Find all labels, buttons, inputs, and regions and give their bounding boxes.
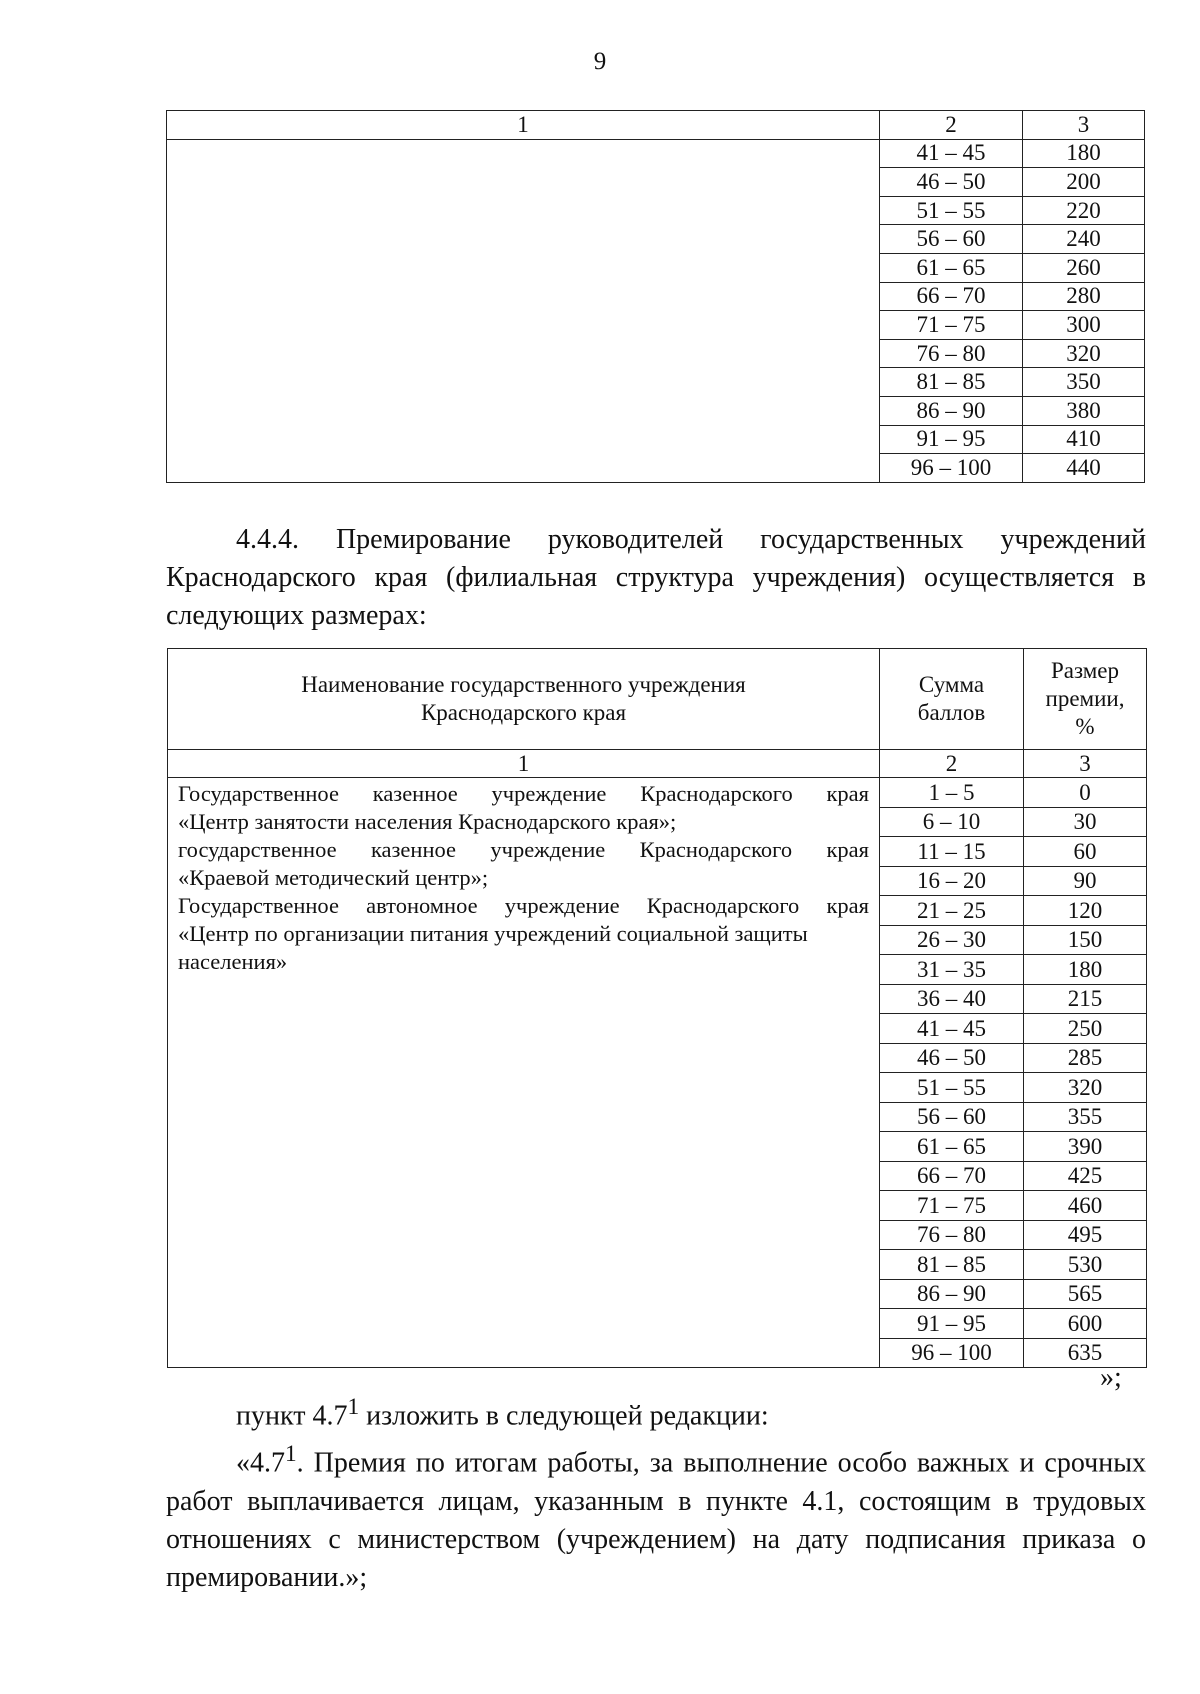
bonus-percent: 180	[1024, 955, 1147, 985]
bonus-percent: 565	[1024, 1279, 1147, 1309]
points-range: 66 – 70	[880, 1161, 1024, 1191]
points-range: 81 – 85	[880, 368, 1023, 397]
points-range: 36 – 40	[880, 984, 1024, 1014]
points-range: 46 – 50	[880, 1043, 1024, 1073]
institution-line: Государственное казенное учреждение Краснодарского края	[178, 781, 869, 806]
bonus-percent: 90	[1024, 866, 1147, 896]
points-range: 26 – 30	[880, 925, 1024, 955]
bonus-percent: 320	[1023, 339, 1145, 368]
institution-line: Государственное автономное учреждение Краснодарского края	[178, 893, 869, 918]
points-range: 1 – 5	[880, 778, 1024, 808]
points-range: 6 – 10	[880, 807, 1024, 837]
points-range: 11 – 15	[880, 837, 1024, 867]
table-row	[168, 778, 1147, 808]
bonus-percent: 215	[1024, 984, 1147, 1014]
bonus-percent: 285	[1024, 1043, 1147, 1073]
points-range: 16 – 20	[880, 866, 1024, 896]
bonus-percent: 120	[1024, 896, 1147, 926]
bonus-percent: 0	[1024, 778, 1147, 808]
bonus-percent: 250	[1024, 1014, 1147, 1044]
institutions-cell	[168, 778, 880, 1368]
points-range: 61 – 65	[880, 253, 1023, 282]
bonus-percent: 410	[1023, 425, 1145, 454]
points-range: 71 – 75	[880, 311, 1023, 340]
bonus-percent: 495	[1024, 1220, 1147, 1250]
bonus-percent: 530	[1024, 1250, 1147, 1280]
points-range: 51 – 55	[880, 1073, 1024, 1103]
bonus-percent: 460	[1024, 1191, 1147, 1221]
table-header-row	[168, 649, 1147, 750]
new-wording: «$4.7^1$. Премия по итогам работы, за выполнение особо важных и срочных работ выплачивается лицам, указанным в пункте 4.1, состоящим в трудовых отношениях с министерством (учреждением) на дату подписания приказа о премировании.»;	[166, 1441, 1146, 1593]
bonus-percent: 320	[1024, 1073, 1147, 1103]
column-number: 3	[1024, 750, 1147, 778]
points-range: 41 – 45	[880, 1014, 1024, 1044]
paragraph-4-4-4	[166, 521, 1146, 635]
bonus-percent: 350	[1023, 368, 1145, 397]
bonus-percent: 30	[1024, 807, 1147, 837]
points-range: 56 – 60	[880, 225, 1023, 254]
institution-line: «Краевой методический центр»;	[178, 865, 489, 890]
bonus-percent: 220	[1023, 196, 1145, 225]
bonus-percent: 240	[1023, 225, 1145, 254]
points-range: 21 – 25	[880, 896, 1024, 926]
page-number: 9	[593, 48, 607, 75]
points-range: 96 – 100	[880, 454, 1023, 483]
points-range: 51 – 55	[880, 196, 1023, 225]
bonus-percent: 150	[1024, 925, 1147, 955]
points-range: 41 – 45	[880, 139, 1023, 168]
points-range: 91 – 95	[880, 1309, 1024, 1339]
table-row	[167, 139, 1145, 168]
points-range: 91 – 95	[880, 425, 1023, 454]
bonus-percent: 300	[1023, 311, 1145, 340]
column-number: 2	[880, 750, 1024, 778]
header-bonus-size: Размер премии, %	[1024, 649, 1147, 750]
points-range: 86 – 90	[880, 396, 1023, 425]
institution-line: «Центр занятости населения Краснодарского края»;	[178, 809, 677, 834]
bonus-percent: 440	[1023, 454, 1145, 483]
points-range: 56 – 60	[880, 1102, 1024, 1132]
bonus-percent: 380	[1023, 396, 1145, 425]
column-number: 3	[1023, 111, 1145, 140]
points-range: 76 – 80	[880, 1220, 1024, 1250]
bonus-percent: 425	[1024, 1161, 1147, 1191]
column-number: 1	[168, 750, 880, 778]
bonus-percent: 280	[1023, 282, 1145, 311]
paragraph-text: 4.4.4. Премирование руководителей государственных учреждений Краснодарского края (филиальная структура учреждения) осуществляется в следующих размерах:	[166, 524, 1146, 631]
points-range: 96 – 100	[880, 1338, 1024, 1368]
continued-bonus-table	[166, 110, 1145, 483]
bonus-percent: 600	[1024, 1309, 1147, 1339]
institution-line: государственное казенное учреждение Краснодарского края	[178, 837, 869, 862]
points-range: 66 – 70	[880, 282, 1023, 311]
header-points-sum: Сумма баллов	[880, 649, 1024, 750]
bonus-percent: 355	[1024, 1102, 1147, 1132]
column-number: 2	[880, 111, 1023, 140]
paragraph-4-7-1	[166, 1388, 1146, 1597]
institution-line: населения»	[178, 949, 288, 974]
bonus-percent: 200	[1023, 168, 1145, 197]
bonus-percent: 180	[1023, 139, 1145, 168]
column-number-row	[168, 750, 1147, 778]
column-number-row	[167, 111, 1145, 140]
points-range: 31 – 35	[880, 955, 1024, 985]
instruction-line: пункт $4.7^1$ изложить в следующей редакции:	[236, 1394, 769, 1432]
points-range: 76 – 80	[880, 339, 1023, 368]
bonus-percent: 260	[1023, 253, 1145, 282]
points-range: 81 – 85	[880, 1250, 1024, 1280]
column-number: 1	[167, 111, 880, 140]
institution-line: «Центр по организации питания учреждений социальной защиты	[178, 921, 808, 946]
empty-name-cell	[167, 139, 880, 482]
points-range: 86 – 90	[880, 1279, 1024, 1309]
bonus-percent: 60	[1024, 837, 1147, 867]
points-range: 61 – 65	[880, 1132, 1024, 1162]
header-institution-name: Наименование государственного учреждения Краснодарского края	[168, 649, 880, 750]
points-range: 71 – 75	[880, 1191, 1024, 1221]
branch-bonus-table	[167, 648, 1147, 1368]
closing-quote: »;	[1100, 1362, 1122, 1393]
bonus-percent: 635	[1024, 1338, 1147, 1368]
points-range: 46 – 50	[880, 168, 1023, 197]
bonus-percent: 390	[1024, 1132, 1147, 1162]
